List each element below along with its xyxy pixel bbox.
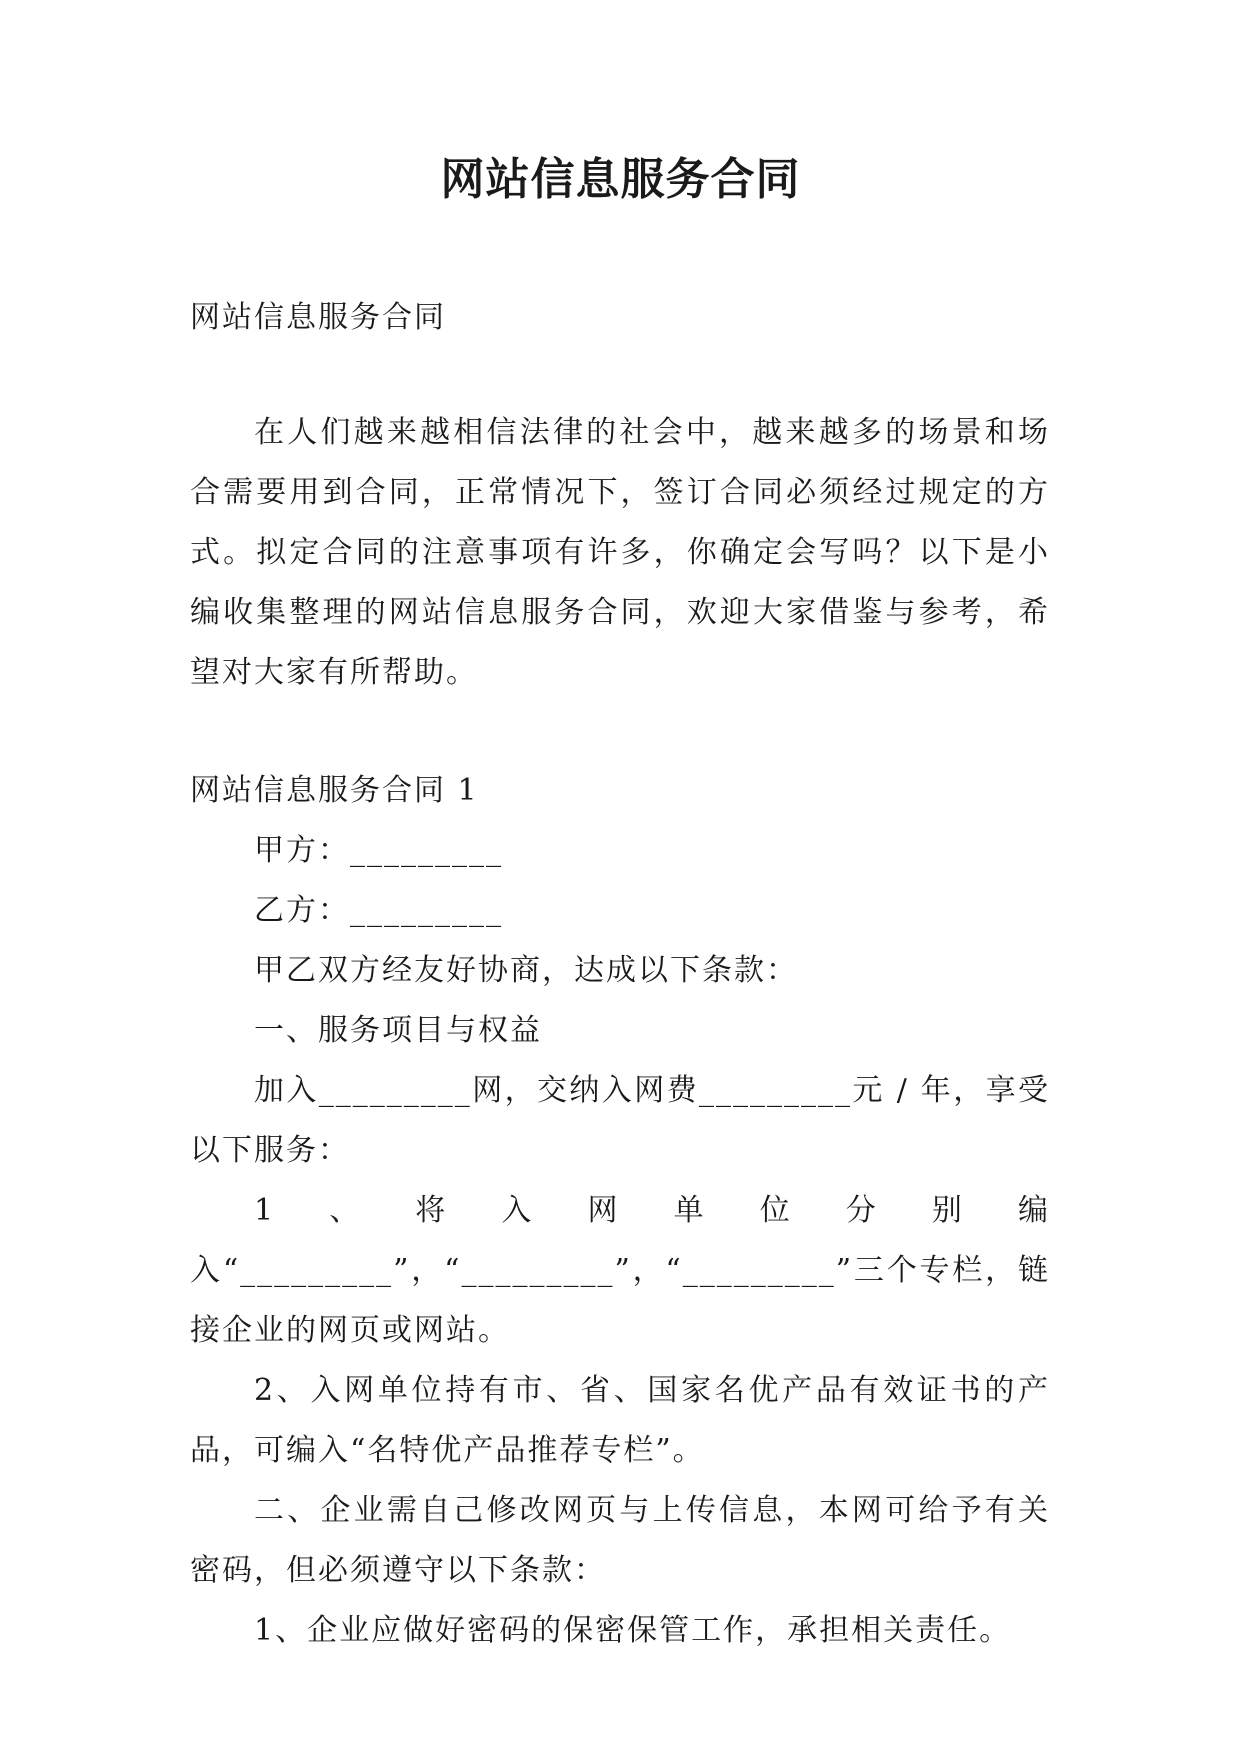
- section-1-item-2: 2、入网单位持有市、省、国家名优产品有效证书的产品，可编入“名特优产品推荐专栏”。: [190, 1373, 1050, 1468]
- section-2-item-1: 1、企业应做好密码的保密保管工作，承担相关责任。: [254, 1613, 1012, 1648]
- section-1-item-1: 1、将入网单位分别编入“_________”，“_________”，“_________”三个专栏，链接企业的网页或网站。: [190, 1193, 1050, 1348]
- party-b-line: 乙方：_________: [254, 893, 503, 928]
- agreement-line: 甲乙双方经友好协商，达成以下条款：: [254, 953, 798, 988]
- spacer: [190, 348, 1050, 403]
- spacer: [190, 703, 1050, 761]
- section-2-text: 二、企业需自己修改网页与上传信息，本网可给予有关密码，但必须遵守以下条款：: [190, 1493, 1050, 1588]
- intro-paragraph: 在人们越来越相信法律的社会中，越来越多的场景和场合需要用到合同，正常情况下，签订合同必须经过规定的方式。拟定合同的注意事项有许多，你确定会写吗？以下是小编收集整理的网站信息服务合同，欢迎大家借鉴与参考，希望对大家有所帮助。: [190, 415, 1050, 690]
- document-title: 网站信息服务合同: [440, 154, 801, 205]
- contract-heading: 网站信息服务合同 1: [190, 773, 479, 808]
- document-body: [190, 288, 1050, 1661]
- party-a-line: 甲方：_________: [254, 833, 503, 868]
- section-1-text: 加入_________网，交纳入网费_________元 / 年，享受以下服务：: [190, 1073, 1050, 1168]
- section-1-title: 一、服务项目与权益: [254, 1013, 542, 1048]
- subtitle: 网站信息服务合同: [190, 300, 446, 335]
